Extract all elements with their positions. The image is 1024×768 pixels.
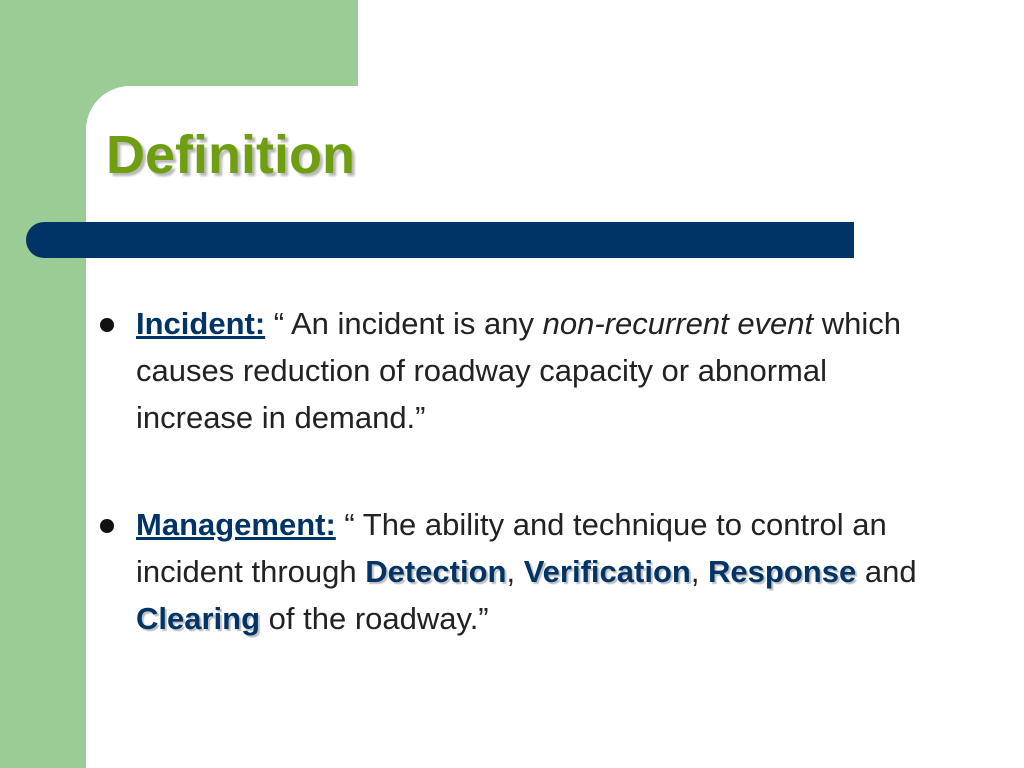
separator-2: ,: [690, 554, 709, 589]
keyword-clearing: Clearing: [136, 601, 261, 636]
bullet-incident: [100, 300, 920, 441]
management-text-start: “ The ability and technique to control an incident through: [136, 507, 887, 589]
keyword-detection: Detection: [365, 554, 507, 589]
slide-title: Definition: [106, 125, 355, 185]
term-incident: Incident:: [136, 306, 266, 341]
bullet-dot-icon: [100, 519, 114, 533]
term-management: Management:: [136, 507, 336, 542]
keyword-verification: Verification: [523, 554, 691, 589]
incident-italic-phrase: non-recurrent event: [542, 306, 814, 341]
management-text-end: of the roadway.”: [260, 601, 489, 636]
separator-1: ,: [506, 554, 524, 589]
separator-3: and: [856, 554, 917, 589]
bullet-management: [100, 501, 920, 642]
bullet-dot-icon: [100, 318, 114, 332]
bullet-list: [100, 300, 920, 702]
keyword-response: Response: [708, 554, 857, 589]
incident-text-end: which causes reduction of roadway capacity or abnormal increase in demand.”: [136, 306, 902, 435]
incident-text-start: “ An incident is any: [265, 306, 543, 341]
title-underline-bar: [26, 222, 854, 258]
